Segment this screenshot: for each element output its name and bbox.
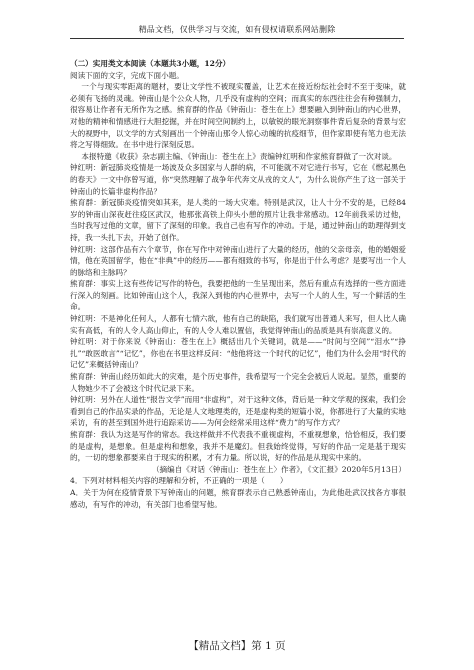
paragraph: 钟红明：新冠肺炎疫情是一场波及众多国家与人群的病，不可能就不对它进行书写，它在《燃起黑色的春天》一文中你曾写道，你“突然理解了战争年代奔文从戎的文人”，为什么说你产生了这一部关于钟南山的长篇非虚构作品？ [70,163,406,196]
page-footer: 【精品文档】第 1 页 [188,640,286,652]
header-note: 精品文档，仅供学习与交流，如有侵权请联系网站删除 [138,25,336,34]
instruction-text: 阅读下面的文字，完成下面小题。 [70,70,184,80]
paragraph: 熊育群：钟南山经历如此大的灾难，是个历史事件，我希望写一个完全会被后人说起。显然，重要的人物她少不了会被这个时代记录下来。 [70,372,406,393]
source-citation: （摘编自《对话〈钟南山：苍生在上〉作者》，《文汇报》2020年5月13日） [151,464,406,474]
paragraph: 钟红明：对于你来说《钟南山：苍生在上》概括出几个关键词，就是——“时间与空间”“泪水”“挣扎”“敢医敢言”“记忆”，你也在书里这样反问：“他他将这一个时代的记忆”，他们为什么会用“时代的记忆”来概括钟南山？ [70,337,406,370]
paragraph: 钟红明：另外在人道性“报告文学”而用“非虚构”，对于这种文体，背后是一种文学观的探索，我们会看到自己的作品实录的作品，无论是人文地理类的，还是虚构类的短篇小说，你都进行了大量的实地采访，有的甚至到国外进行追踪采访——为何会经常采用这样“费力”的写作方式？ [70,395,406,428]
paragraph: 钟红明：不是神化任何人，人都有七情六欲，他有自己的缺陷，我们就写出普通人来写，但人比人确实有高低，有的人令人高山仰止，有的人令人难以置信，我觉得钟南山的品质是具有崇高意义的。 [70,314,406,335]
question-stem: 4．下列对材料相关内容的理解和分析，不正确的一项是（ ） [70,476,288,486]
paragraph: 熊育群：新冠肺炎疫情突如其来，是人类的一场大灾难。特别是武汉，让人十分不安的是，已经84岁的钟南山深夜赶往疫区武汉，他那张高铁上仰头小憩的照片让我非常感动。12年前我采访过他，当时我写过他的文章，留下了深刻的印象。我自己也有写作的冲动。于是，通过钟南山的助理得到支持，我一头扎下去，开始了创作。 [70,198,406,242]
paragraph: 熊育群：事实上这有些传记写作的特色，我要把他的一生呈现出来，然后有重点有选择的一些方面进行深入的刻画。比如钟南山这个人，我深入到他的内心世界中，去写一个人的人生，写一个鲜活的生命。 [70,279,406,312]
document-body [70,58,406,510]
header-divider [70,38,404,39]
paragraph: 一个与现实零距离的题材，要让文学性不被现实覆盖，让艺术在接近纷纭社会时不至于变味，就必须有飞扬的灵魂。钟南山是个公众人物，几乎没有虚构的空间；而真实的东西往往会有种强制力，很容易让作者有无所作为之感。熊育群的作品《钟南山：苍生在上》想要融入到钟南山的内心世界，对他的精神和情感进行大胆挖掘，并在时间空间制约上，以敏锐的眼光洞察事件背后复杂的背景与宏大的视野中，以文学的方式刻画出一个钟南山那令人惊心动魄的抗疫细节，但作家即使有笔力也无法将之写得细致。在书中进行深刻反思。 [70,82,406,150]
section-title: （二）实用类文本阅读（本题共3小题，12分） [70,59,231,68]
paragraph: 本报特邀《收获》杂志副主编、《钟南山：苍生在上》责编钟红明和作家熊育群做了一次对谈。 [81,151,397,161]
paragraph: 钟红明：这部作品有六个章节，你在写作中对钟南山进行了大量的经历，他的父亲母亲，他的婚姻爱情，他在英国留学，他在“非典”中的经历——都有细致的书写，你是出于什么考虑？是要写出一个人的脉络和主脉吗？ [70,244,406,277]
paragraph: 熊育群：我认为这是写作的常态。我这样做并不代表我不重视虚构，不重视想象，恰恰相反，我们要的是虚构，是想象。但是虚构和想象，我并不是魔幻。但我始终觉得，写好的作品一定是基于现实的，一切的想象都要来自于现实的积累，才有力量。所以说，好的作品是从现实中来的。 [70,430,406,463]
question-option-a: A．关于为何在疫情背景下写钟南山的问题，熊育群表示自己熟悉钟南山，为此他赴武汉找各方事很感动，有写作的冲动，有关部门也希望写他。 [70,487,406,509]
